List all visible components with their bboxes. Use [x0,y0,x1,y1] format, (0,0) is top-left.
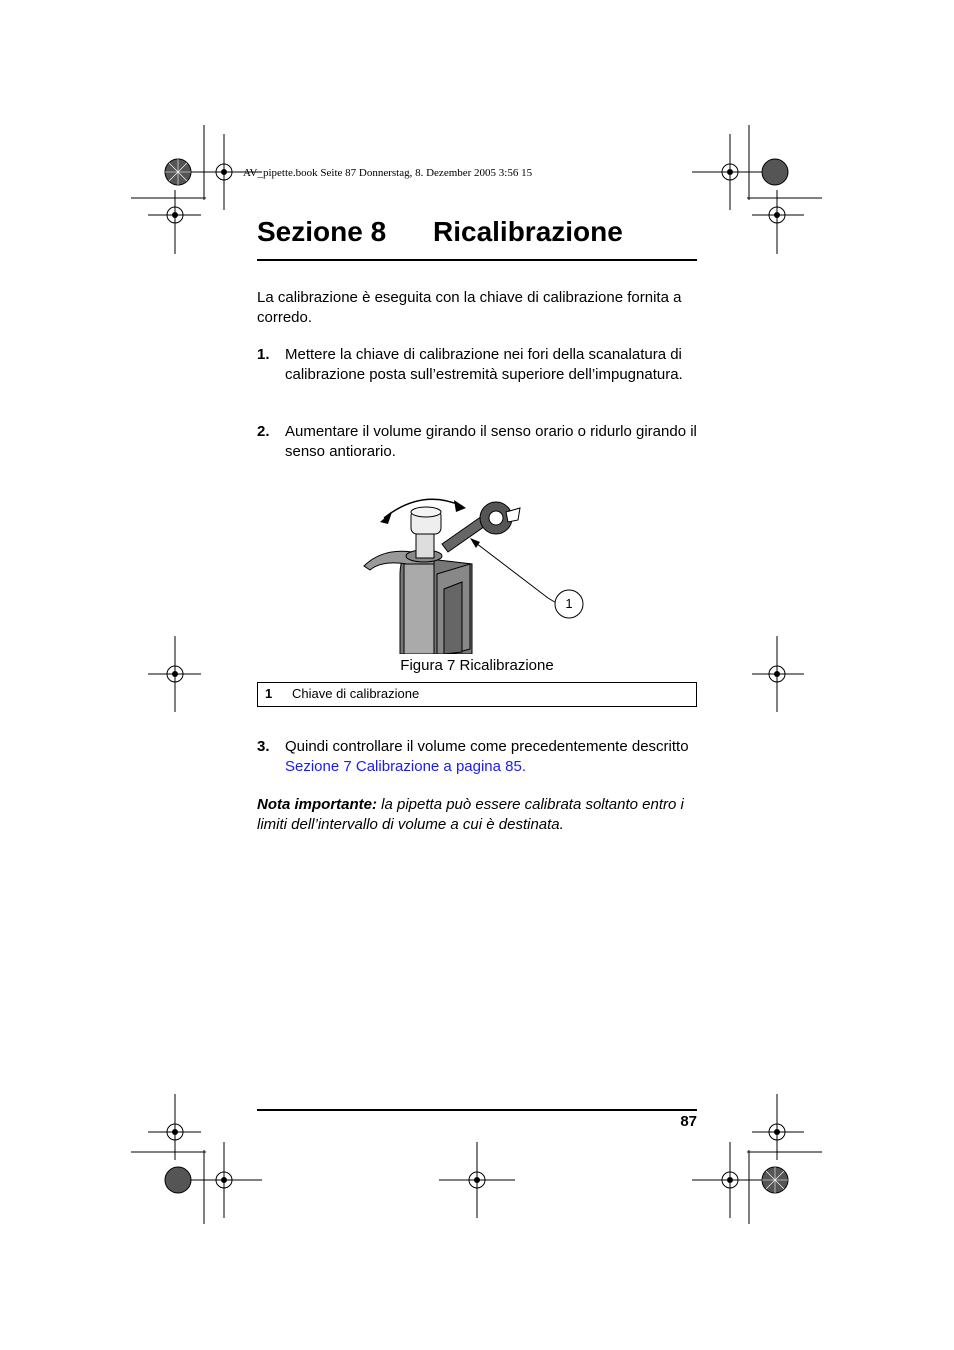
registration-mark-icon [752,190,804,254]
cross-reference-link[interactable]: Sezione 7 Calibrazione a pagina 85. [285,758,527,775]
step-number: 2. [257,423,270,440]
registration-mark-icon [148,1094,201,1160]
intro-paragraph: La calibrazione è eseguita con la chiave di calibrazione fornita a corredo. [257,289,682,326]
step-number: 3. [257,738,270,755]
page-number: 87 [680,1113,697,1130]
registration-mark-icon [148,190,201,254]
footer-rule [257,1109,697,1111]
section-title: Ricalibrazione [433,216,623,247]
step-number: 1. [257,346,270,363]
step-text-body: Quindi controllare il volume come precedentemente descritto [285,738,689,755]
title-rule [257,259,697,261]
gray-target-icon [165,1167,191,1193]
step-text: Aumentare il volume girando il senso orario o ridurlo girando il senso antiorario. [285,423,697,460]
starburst-target-icon [165,159,191,185]
step-text [285,737,697,777]
figure-legend-table [257,682,697,707]
callout-number: 1 [565,596,573,611]
pipette-calibration-illustration [362,494,602,654]
note-text: la pipetta può essere calibrata soltanto entro i limiti dell’intervallo di volume a cui è destinata. [257,796,684,833]
figure-caption: Figura 7 Ricalibrazione [400,657,554,674]
note-label: Nota importante: [257,796,377,813]
section-number: Sezione 8 [257,216,387,247]
legend-key: 1 [265,686,273,701]
legend-value: Chiave di calibrazione [292,686,420,701]
gray-target-icon [762,159,788,185]
section-heading [257,216,623,248]
registration-mark-icon [752,1094,804,1160]
step-text: Mettere la chiave di calibrazione nei fori della scanalatura di calibrazione posta sull’estremità superiore dell’impugnatura. [285,346,683,383]
starburst-target-icon [762,1167,788,1193]
running-header: AV_pipette.book Seite 87 Donnerstag, 8. Dezember 2005 3:56 15 [243,167,533,179]
important-note [257,795,697,835]
